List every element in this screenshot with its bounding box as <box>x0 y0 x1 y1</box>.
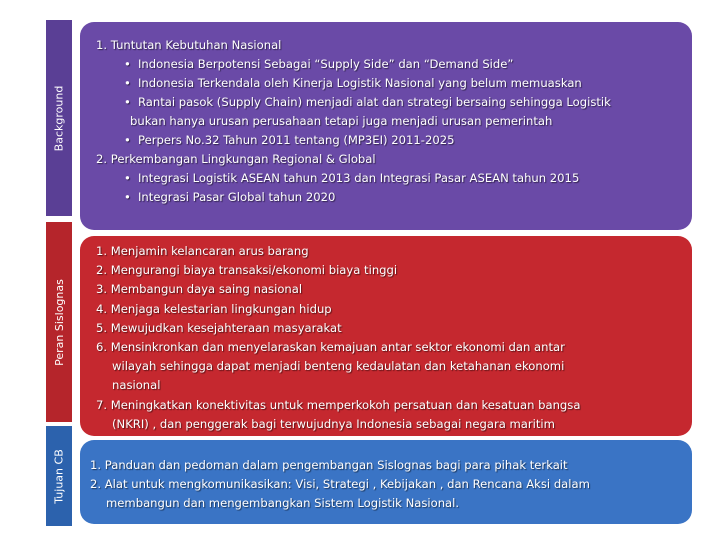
background-item-2: 2. Perkembangan Lingkungan Regional & Global <box>96 152 376 166</box>
tujuan-panel <box>80 440 692 524</box>
peran-item-2: 2. Mengurangi biaya transaksi/ekonomi biaya tinggi <box>96 263 398 278</box>
background-side-label <box>46 20 72 216</box>
background-bullet-3: • Rantai pasok (Supply Chain) menjadi alat dan strategi bersaing sehingga Logistik <box>124 95 611 109</box>
peran-item-6-cont-1: wilayah sehingga dapat menjadi benteng kedaulatan dan ketahanan ekonomi <box>112 359 565 374</box>
peran-item-6: 6. Mensinkronkan dan menyelaraskan kemajuan antar sektor ekonomi dan antar <box>96 340 565 355</box>
peran-item-7: 7. Meningkatkan konektivitas untuk memperkokoh persatuan dan kesatuan bangsa <box>96 397 581 412</box>
tujuan-item-2-cont: membangun dan mengembangkan Sistem Logistik Nasional. <box>106 496 460 510</box>
background-bullet-4: • Perpers No.32 Tahun 2011 tentang (MP3EI) 2011-2025 <box>124 133 455 147</box>
peran-item-6-cont-2: nasional <box>112 378 161 393</box>
background-bullet-6: • Integrasi Pasar Global tahun 2020 <box>124 190 336 204</box>
background-panel <box>80 22 692 230</box>
peran-item-5: 5. Mewujudkan kesejahteraan masyarakat <box>96 320 342 335</box>
peran-label-text: Peran Sislognas <box>52 278 66 366</box>
peran-item-3: 3. Membangun daya saing nasional <box>96 282 303 297</box>
tujuan-label-text: Tujuan CB <box>52 448 66 504</box>
tujuan-item-1: 1. Panduan dan pedoman dalam pengembangan Sislognas bagi para pihak terkait <box>90 458 568 472</box>
background-bullet-1: • Indonesia Berpotensi Sebagai “Supply Side” dan “Demand Side” <box>124 57 514 71</box>
peran-item-4: 4. Menjaga kelestarian lingkungan hidup <box>96 301 332 316</box>
peran-panel <box>80 236 692 436</box>
peran-item-7-cont: (NKRI) , dan penggerak bagi terwujudnya Indonesia sebagai negara maritim <box>112 416 555 431</box>
background-item-1: 1. Tuntutan Kebutuhan Nasional <box>96 38 282 52</box>
tujuan-side-label <box>46 426 72 526</box>
background-bullet-2: • Indonesia Terkendala oleh Kinerja Logistik Nasional yang belum memuaskan <box>124 76 582 90</box>
peran-side-label <box>46 222 72 422</box>
background-label-text: Background <box>52 85 66 151</box>
peran-item-1: 1. Menjamin kelancaran arus barang <box>96 244 309 258</box>
background-bullet-3-cont: bukan hanya urusan perusahaan tetapi juga menjadi urusan pemerintah <box>130 114 553 128</box>
tujuan-item-2: 2. Alat untuk mengkomunikasikan: Visi, Strategi , Kebijakan , dan Rencana Aksi dalam <box>90 477 590 491</box>
background-bullet-5: • Integrasi Logistik ASEAN tahun 2013 dan Integrasi Pasar ASEAN tahun 2015 <box>124 171 580 185</box>
